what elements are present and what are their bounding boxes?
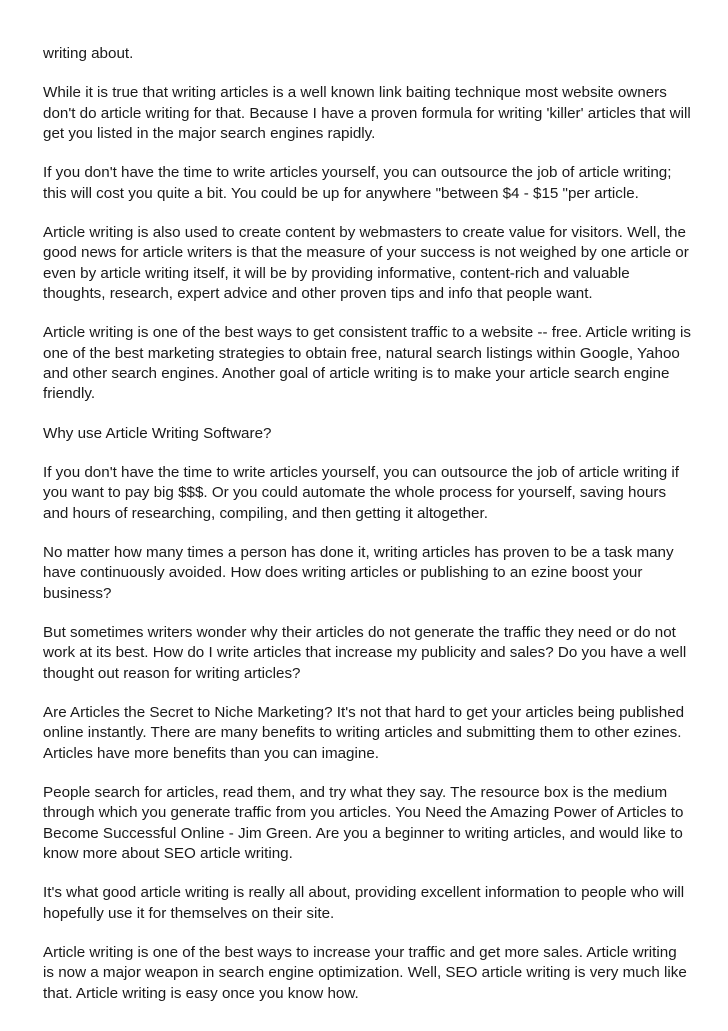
paragraph: Article writing is one of the best ways to increase your traffic and get more sales. Article writing is now a major weapon in search engine optimization. Well, SEO article writing is very much like that. Article writing is easy once you know how. — [43, 943, 687, 1002]
paragraph: People search for articles, read them, and try what they say. The resource box is the medium through which you generate traffic from you articles. You Need the Amazing Power of Articles to Become Successful Online - Jim Green. Are you a beginner to writing articles, and would like to know more about SEO article writing. — [43, 783, 684, 863]
paragraph: Article writing is also used to create content by webmasters to create value for visitors. Well, the good news for article writers is that the measure of your success is not weighed by one article or even by article writing itself, it will be by providing informative, content-rich and valuable thoughts, research, expert advice and other proven tips and info that people want. — [43, 223, 689, 303]
paragraph: writing about. — [43, 45, 134, 62]
paragraph: No matter how many times a person has done it, writing articles has proven to be a task many have continuously avoided. How does writing articles or publishing to an ezine boost your business? — [43, 543, 674, 602]
section-heading: Why use Article Writing Software? — [43, 424, 272, 442]
paragraph: Are Articles the Secret to Niche Marketing? It's not that hard to get your articles being published online instantly. There are many benefits to writing articles and submitting them to other ezines. Articles have more benefits than you can imagine. — [43, 703, 685, 762]
paragraph: While it is true that writing articles is a well known link baiting technique most website owners don't do article writing for that. Because I have a proven formula for writing 'killer' articles that will get you listed in the major search engines rapidly. — [43, 84, 691, 143]
paragraph: If you don't have the time to write articles yourself, you can outsource the job of article writing; this will cost you quite a bit. You could be up for anywhere "between $4 - $15 "per article. — [43, 164, 672, 202]
document-page — [43, 44, 691, 1023]
paragraph: It's what good article writing is really all about, providing excellent information to people who will hopefully use it for themselves on their site. — [43, 884, 685, 922]
paragraph: But sometimes writers wonder why their articles do not generate the traffic they need or do not work at its best. How do I write articles that increase my publicity and sales? Do you have a well thought out reason for writing articles? — [43, 623, 687, 682]
paragraph: Article writing is one of the best ways to get consistent traffic to a website -- free. Article writing is one of the best marketing strategies to obtain free, natural search listings within Google, Yahoo and other search engines. Another goal of article writing is to make your article search engine friendly. — [43, 324, 691, 403]
paragraph: If you don't have the time to write articles yourself, you can outsource the job of article writing if you want to pay big $$$. Or you could automate the whole process for yourself, saving hours and hours of researching, compiling, and then getting it altogether. — [43, 463, 680, 522]
